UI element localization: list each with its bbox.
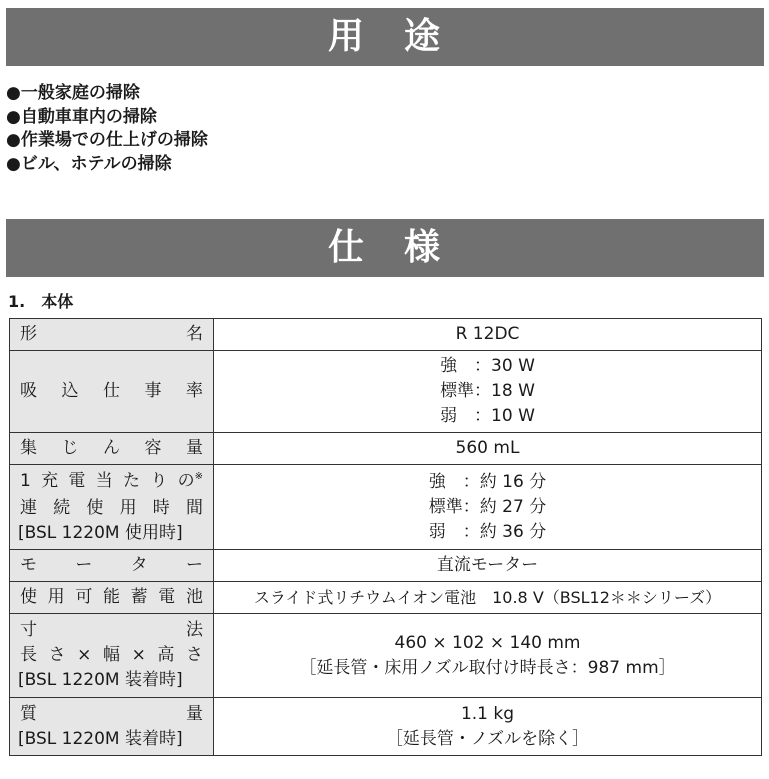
row-label: 吸 込 仕 事 率 bbox=[20, 381, 203, 401]
usage-item: ●一般家庭の掃除 bbox=[6, 83, 140, 103]
row-value: ［延長管・ノズルを除く］ bbox=[385, 728, 590, 749]
row-value: 標準：18 W bbox=[440, 381, 535, 401]
row-label: 形 名 bbox=[20, 324, 203, 344]
usage-list bbox=[6, 82, 208, 176]
value-cell bbox=[214, 698, 762, 756]
row-label: 使 用 可 能 蓄 電 池 bbox=[20, 587, 203, 607]
spec-row-weight bbox=[10, 698, 762, 756]
row-value: ［延長管・床用ノズル取付け時長さ：987 mm］ bbox=[299, 657, 676, 678]
spec-row-battery bbox=[10, 582, 762, 614]
spec-row-suction bbox=[10, 351, 762, 433]
row-label-note: [BSL 1220M 装着時] bbox=[18, 728, 183, 749]
row-label-note: [BSL 1220M 装着時] bbox=[18, 670, 183, 690]
usage-item: ●作業場での仕上げの掃除 bbox=[6, 130, 208, 150]
row-value: R 12DC bbox=[455, 324, 520, 344]
row-label: 1 充 電 当 た り の※ bbox=[20, 470, 203, 491]
spec-row-runtime bbox=[10, 465, 762, 550]
value-cell bbox=[214, 465, 762, 550]
spec-row-motor bbox=[10, 550, 762, 582]
value-cell bbox=[214, 433, 762, 465]
row-label: 質 量 bbox=[20, 703, 203, 724]
label-cell bbox=[10, 614, 214, 698]
label-cell bbox=[10, 698, 214, 756]
row-label-note: [BSL 1220M 使用時] bbox=[18, 522, 183, 543]
spec-row-model bbox=[10, 319, 762, 351]
label-cell bbox=[10, 319, 214, 351]
row-value: 標準：約 27 分 bbox=[428, 496, 547, 517]
row-value: スライド式リチウムイオン電池 10.8 V（BSL12＊＊シリーズ） bbox=[253, 588, 722, 607]
section-label: 1. 本体 bbox=[8, 292, 74, 311]
usage-heading: 用 途 bbox=[6, 8, 764, 66]
value-cell bbox=[214, 550, 762, 582]
label-cell bbox=[10, 582, 214, 614]
row-value: 460 × 102 × 140 mm bbox=[394, 632, 581, 653]
row-value: 弱 ：約 36 分 bbox=[428, 521, 547, 542]
spec-row-dimensions bbox=[10, 614, 762, 698]
spec-table bbox=[9, 318, 762, 756]
value-cell bbox=[214, 351, 762, 433]
usage-item: ●自動車車内の掃除 bbox=[6, 106, 157, 127]
row-value: 弱 ：10 W bbox=[440, 406, 535, 426]
value-cell bbox=[214, 319, 762, 351]
label-cell bbox=[10, 550, 214, 582]
row-label: 連 続 使 用 時 間 bbox=[20, 497, 203, 518]
label-cell bbox=[10, 465, 214, 550]
row-label: 集 じ ん 容 量 bbox=[20, 438, 203, 458]
value-cell bbox=[214, 582, 762, 614]
spec-heading: 仕 様 bbox=[6, 219, 764, 277]
spec-row-capacity bbox=[10, 433, 762, 465]
row-value: 強 ：30 W bbox=[440, 356, 535, 376]
row-label: 寸 法 bbox=[20, 620, 203, 640]
row-value: 直流モーター bbox=[436, 555, 539, 575]
footnote-mark: ※ bbox=[194, 470, 203, 482]
usage-item: ●ビル、ホテルの掃除 bbox=[6, 153, 172, 174]
label-cell bbox=[10, 433, 214, 465]
row-label: 長 さ × 幅 × 高 さ bbox=[20, 645, 203, 665]
row-label: モ ー タ ー bbox=[20, 555, 203, 575]
value-cell bbox=[214, 614, 762, 698]
row-value: 1.1 kg bbox=[460, 703, 515, 724]
label-cell bbox=[10, 351, 214, 433]
row-value: 560 mL bbox=[455, 438, 520, 458]
row-value: 強 ：約 16 分 bbox=[428, 471, 547, 492]
